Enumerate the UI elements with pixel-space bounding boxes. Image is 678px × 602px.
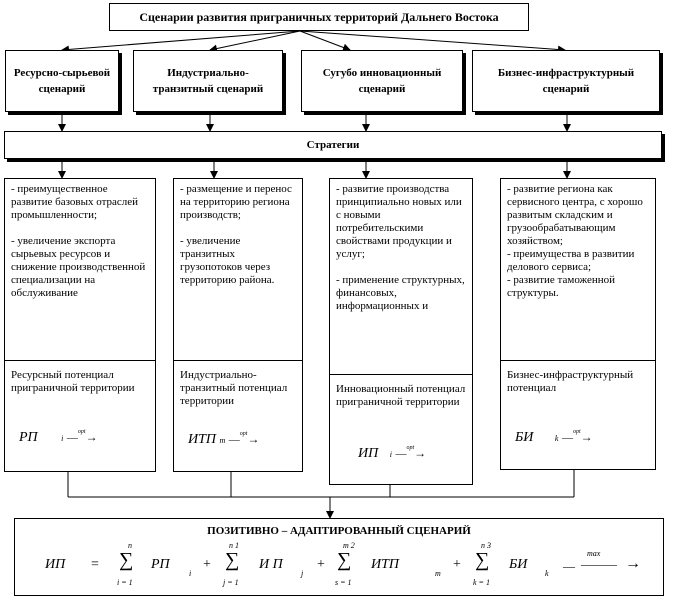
formula-index: i (389, 450, 392, 459)
formula-arrow-label: opt (77, 429, 86, 435)
scenario-label: Бизнес-инфраструктурный сценарий (497, 67, 635, 95)
formula-arrow-label: opt (572, 429, 581, 435)
column-innovation (329, 178, 473, 485)
formula-symbol: ИП (358, 446, 379, 461)
strategy-text: - размещение и перенос на территорию региона производств; - увеличение транзитных грузопотоков через территорию района. (180, 183, 292, 286)
scenario-label: Сугубо инновационный сценарий (322, 67, 442, 95)
sum-upper-limit: n 3 (481, 541, 491, 550)
potential-formula: РП i —$^{opt}$→ (19, 429, 98, 445)
potential-formula: БИ k —$^{opt}$→ (515, 429, 593, 445)
sum-symbol: ∑ (225, 549, 240, 571)
term-index: i (189, 569, 192, 578)
sum-symbol: ∑ (337, 549, 352, 571)
formula-symbol: ИТП (188, 432, 217, 447)
term-symbol: БИ (509, 557, 528, 572)
sum-symbol: ∑ (119, 549, 134, 571)
sum-lower-limit: j = 1 (223, 578, 239, 587)
strategies-box (4, 131, 662, 159)
formula-arrow-label: opt (239, 431, 248, 437)
final-equals: = (91, 557, 99, 572)
strategy-text: - преимущественное развитие базовых отраслей промышленности; - увеличение экспорта сырьевых ресурсов и снижение производственной специализации на обслуживание (11, 183, 146, 299)
potential-formula: ИП i —$^{opt}$→ (358, 445, 427, 461)
plus-sign: + (317, 557, 325, 572)
term-index: j (301, 569, 304, 578)
formula-arrow-label: opt (406, 445, 415, 451)
term-symbol: РП (151, 557, 170, 572)
sum-lower-limit: k = 1 (473, 578, 490, 587)
diagram-title (109, 3, 529, 31)
strategy-text: - развитие производства принципиально новых или с новыми потребительскими свойствами продукции и услуг; - применение структурных, финансовых, информационных и (336, 183, 465, 312)
final-scenario-box: ПОЗИТИВНО – АДАПТИРОВАННЫЙ СЦЕНАРИЙ ИП = n ∑ i = 1 РП i + n 1 ∑ j = 1 И П j + m 2 ∑ s = 1 ИТП m + n 3 ∑ k = 1 БИ k — max ——— → (14, 518, 664, 596)
formula-index: m (219, 436, 226, 445)
potential-text: Бизнес-инфраструктурный потенциал (507, 369, 634, 394)
diagram-title-text: Сценарии развития приграничных территорий Дальнего Востока (139, 9, 499, 24)
column-divider (330, 374, 472, 375)
plus-sign: + (453, 557, 461, 572)
final-title: ПОЗИТИВНО – АДАПТИРОВАННЫЙ СЦЕНАРИЙ (207, 525, 471, 537)
final-arrow-label: max (587, 549, 601, 558)
term-symbol: ИТП (371, 557, 400, 572)
column-resource (4, 178, 156, 472)
final-arrow-icon: → (625, 555, 641, 572)
formula-index: k (554, 434, 559, 443)
strategies-label: Стратегии (306, 139, 360, 151)
term-symbol: И П (259, 557, 283, 572)
term-index: m (435, 569, 441, 578)
sum-upper-limit: m 2 (343, 541, 355, 550)
formula-index: i (61, 434, 64, 443)
column-industrial (173, 178, 303, 472)
scenario-business (472, 50, 660, 112)
term-index: k (545, 569, 549, 578)
formula-symbol: РП (19, 430, 38, 445)
scenario-resource (5, 50, 119, 112)
potential-formula: ИТП m —$^{opt}$→ (188, 431, 260, 447)
scenario-innovation (301, 50, 463, 112)
potential-text: Индустриально-транзитный потенциал территории (180, 369, 288, 407)
sum-upper-limit: n 1 (229, 541, 239, 550)
column-business (500, 178, 656, 470)
sum-symbol: ∑ (475, 549, 490, 571)
formula-symbol: БИ (515, 430, 534, 445)
column-divider (174, 360, 302, 361)
strategy-text: - развитие региона как сервисного центра, с хорошо развитым складским и грузообрабатывающим хозяйством; - преимущества в развитии делового сервиса; - развитие таможенной структуры. (507, 183, 643, 299)
scenario-industrial (133, 50, 283, 112)
sum-lower-limit: s = 1 (335, 578, 352, 587)
plus-sign: + (203, 557, 211, 572)
potential-text: Ресурсный потенциал приграничной территории (11, 369, 135, 394)
potential-text: Инновационный потенциал приграничной территории (336, 383, 466, 408)
scenario-label: Ресурсно-сырьевой сценарий (13, 67, 111, 95)
sum-upper-limit: n (128, 541, 132, 550)
final-lhs: ИП (45, 557, 66, 572)
column-divider (5, 360, 155, 361)
column-divider (501, 360, 655, 361)
scenario-label: Индустриально-транзитный сценарий (152, 67, 264, 95)
sum-lower-limit: i = 1 (117, 578, 133, 587)
